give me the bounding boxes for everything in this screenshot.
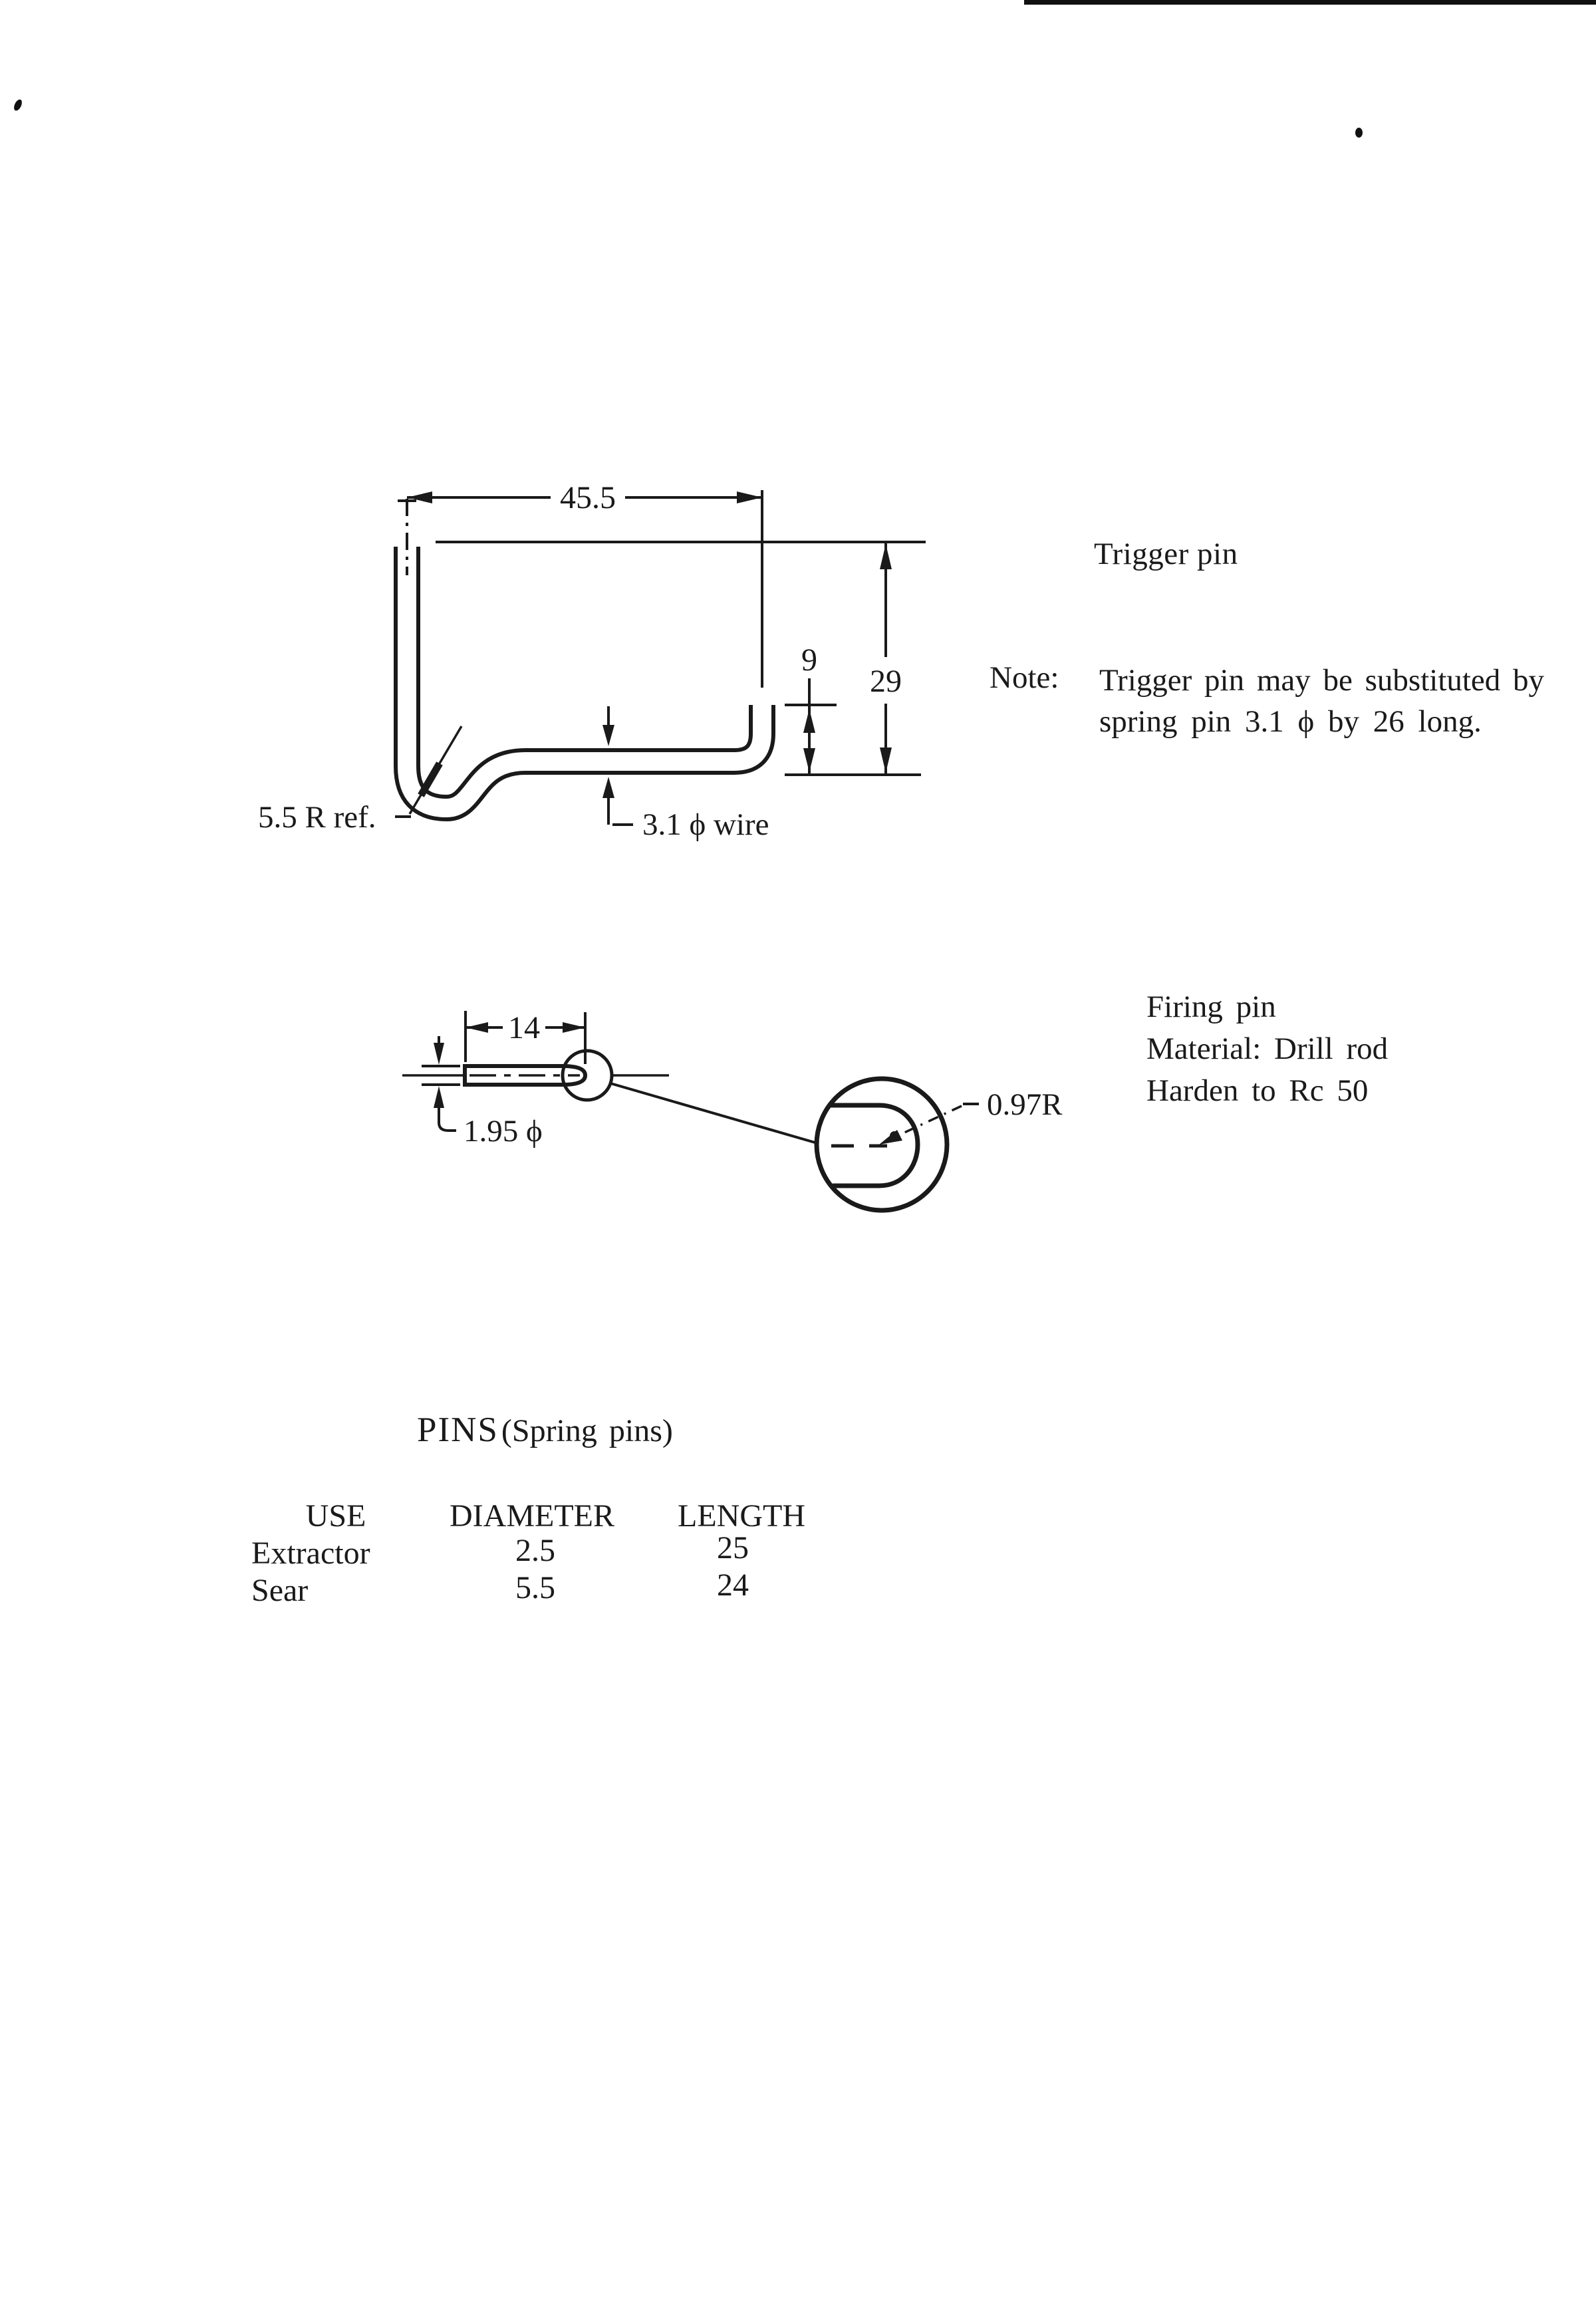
cell-use: Sear xyxy=(251,1573,309,1608)
radius-flag-mark xyxy=(421,763,440,795)
trigger-wire-core xyxy=(407,547,762,808)
label-bend-radius: 5.5 R ref. xyxy=(258,800,376,835)
label-pin-diameter: 1.95 ϕ xyxy=(464,1114,543,1149)
note-label: Note: xyxy=(990,660,1059,695)
cell-diameter: 2.5 xyxy=(515,1533,555,1568)
trigger-pin-drawing xyxy=(258,480,926,842)
arrowhead-down-icon xyxy=(880,748,892,773)
arrowhead-right-icon xyxy=(563,1022,585,1033)
trigger-pin-title: Trigger pin xyxy=(1094,537,1238,571)
leader-elbow xyxy=(439,1107,456,1131)
col-header-use: USE xyxy=(305,1498,366,1534)
pins-table-title xyxy=(417,1410,673,1450)
note-text xyxy=(1099,660,1551,742)
arrowhead-right-icon xyxy=(737,491,762,503)
col-header-length: LENGTH xyxy=(678,1498,805,1534)
arrowhead-down-icon xyxy=(434,1043,444,1065)
arrowhead-up-icon xyxy=(434,1086,444,1108)
arrowhead-left-icon xyxy=(466,1022,488,1033)
dim-45-5: 45.5 xyxy=(560,480,616,515)
firing-pin-drawing xyxy=(402,1010,1063,1210)
cell-use: Extractor xyxy=(251,1536,370,1571)
arrowhead-up-icon xyxy=(880,544,892,569)
arrowhead-down-icon xyxy=(803,748,815,772)
cell-diameter: 5.5 xyxy=(515,1570,555,1605)
col-header-diameter: DIAMETER xyxy=(450,1498,614,1534)
note-line-2: spring pin 3.1 ϕ by 26 long. xyxy=(1099,704,1482,739)
label-wire-diameter: 3.1 ϕ wire xyxy=(642,807,769,842)
dim-9: 9 xyxy=(801,642,817,678)
firing-pin-title: Firing pin xyxy=(1146,990,1276,1024)
note-line-1: Trigger pin may be substituted by xyxy=(1099,663,1545,698)
arrowhead-up-icon xyxy=(803,709,815,733)
detail-connector-line xyxy=(610,1083,817,1143)
pins-title-main: PINS xyxy=(417,1411,499,1449)
firing-pin-material: Material: Drill rod xyxy=(1146,1031,1389,1066)
arrowhead-down-icon xyxy=(602,725,614,746)
arrowhead-up-icon xyxy=(602,777,614,798)
firing-pin-notes xyxy=(1146,986,1388,1112)
cell-length: 24 xyxy=(717,1567,749,1603)
pins-title-subtitle: (Spring pins) xyxy=(501,1413,673,1448)
dim-29: 29 xyxy=(870,664,902,699)
dim-14: 14 xyxy=(508,1010,540,1045)
firing-pin-hardness: Harden to Rc 50 xyxy=(1146,1073,1369,1108)
cell-length: 25 xyxy=(717,1530,749,1565)
label-tip-radius: 0.97R xyxy=(987,1087,1063,1122)
